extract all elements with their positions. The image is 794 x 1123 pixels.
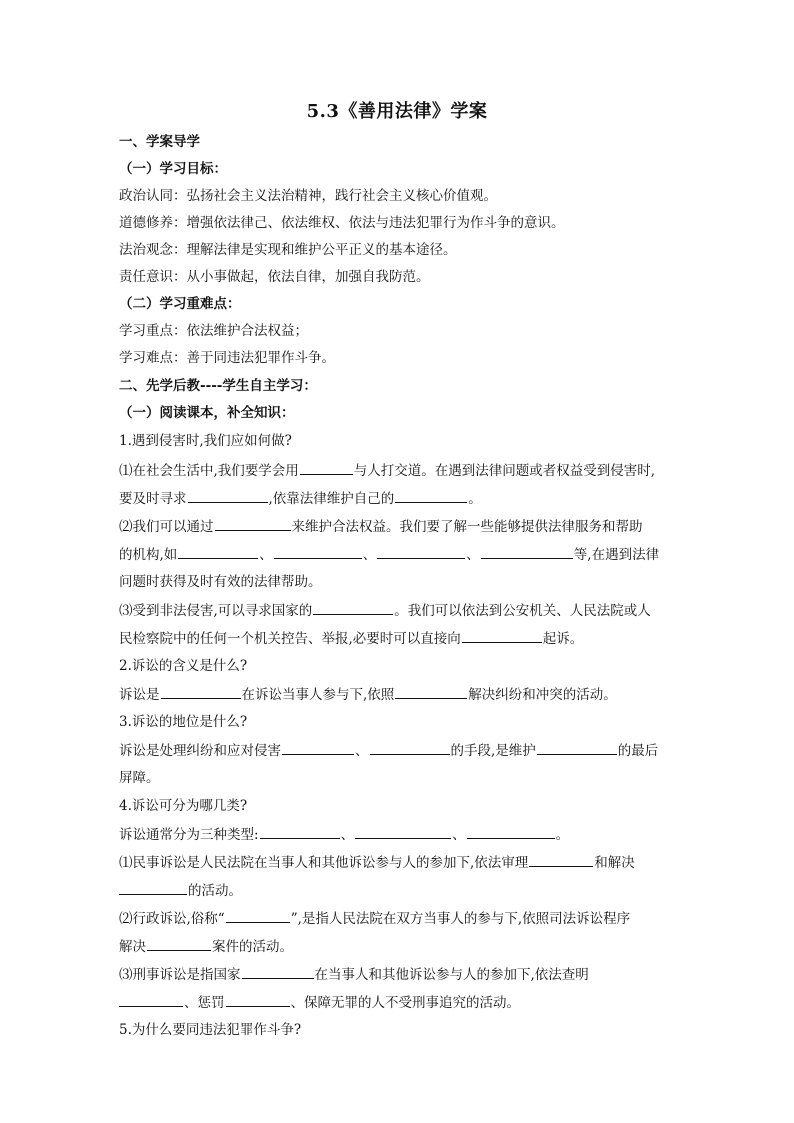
subheading-goals: （一）学习目标：	[119, 161, 227, 177]
section-heading-selfstudy: 二、先学后教----学生自主学习：	[119, 378, 317, 394]
fill-blank[interactable]	[119, 993, 183, 1007]
fill-blank[interactable]	[188, 489, 268, 503]
goal-responsibility: 责任意识：从小事做起，依法自律，加强自我防范。	[119, 269, 430, 285]
question-3-line-a: 诉讼是处理纠纷和应对侵害 、 的手段,是维护 的最后	[119, 743, 659, 759]
question-3: 3.诉讼的地位是什么?	[119, 714, 248, 730]
question-1: 1.遇到侵害时,我们应如何做?	[119, 433, 292, 449]
fill-blank[interactable]	[226, 909, 290, 923]
fill-blank[interactable]	[147, 937, 211, 951]
question-2: 2.诉讼的含义是什么?	[119, 658, 248, 674]
fill-blank[interactable]	[313, 601, 393, 615]
question-4-line-b: ⑴民事诉讼是人民法院在当事人和其他诉讼参与人的参加下,依法审理 和解决	[119, 855, 635, 871]
question-3-line-b: 屏障。	[119, 770, 160, 786]
question-4: 4.诉讼可分为哪几类?	[119, 798, 248, 814]
goal-law: 法治观念：理解法律是实现和维护公平正义的基本途径。	[119, 242, 457, 258]
question-1-line-e: 问题时获得及时有效的法律帮助。	[119, 574, 322, 590]
fill-blank[interactable]	[226, 993, 290, 1007]
fill-blank[interactable]	[119, 881, 187, 895]
question-4-line-e: 解决 案件的活动。	[119, 939, 293, 955]
page-title: 5.3《善用法律》学案	[306, 101, 488, 122]
goal-political: 政治认同：弘扬社会主义法治精神，践行社会主义核心价值观。	[119, 188, 497, 204]
key-point: 学习重点：依法维护合法权益；	[119, 323, 308, 339]
fill-blank[interactable]	[467, 825, 555, 839]
fill-blank[interactable]	[529, 853, 593, 867]
fill-blank[interactable]	[395, 489, 467, 503]
question-4-line-c: 的活动。	[119, 881, 242, 900]
fill-blank[interactable]	[242, 965, 314, 979]
question-1-line-g: 民检察院中的任何一个机关控告、举报,必要时可以直接向 起诉。	[119, 631, 584, 647]
fill-blank[interactable]	[178, 545, 258, 559]
subheading-reading: （一）阅读课本，补全知识：	[119, 405, 295, 421]
fill-blank[interactable]	[282, 741, 354, 755]
fill-blank[interactable]	[370, 741, 450, 755]
section-heading-guide: 一、学案导学	[119, 134, 200, 150]
fill-blank[interactable]	[300, 461, 353, 475]
fill-blank[interactable]	[215, 517, 291, 531]
question-1-line-b: 要及时寻求 ,依靠法律维护自己的 。	[119, 491, 482, 507]
fill-blank[interactable]	[161, 685, 241, 699]
question-1-line-d: 的机构,如 、 、 、 等,在遇到法律	[119, 547, 660, 563]
question-5: 5.为什么要同违法犯罪作斗争?	[119, 1022, 302, 1038]
question-1-line-a: ⑴在社会生活中,我们要学会用 与人打交道。在遇到法律问题或者权益受到侵害时,	[119, 463, 656, 479]
fill-blank[interactable]	[274, 545, 362, 559]
fill-blank[interactable]	[537, 741, 617, 755]
fill-blank[interactable]	[260, 825, 340, 839]
fill-blank[interactable]	[462, 629, 542, 643]
question-4-line-f: ⑶刑事诉讼是指国家 在当事人和其他诉讼参与人的参加下,依法查明	[119, 967, 589, 983]
question-1-line-c: ⑵我们可以通过 来维护合法权益。我们要了解一些能够提供法律服务和帮助	[119, 519, 643, 535]
fill-blank[interactable]	[481, 545, 573, 559]
question-4-line-d: ⑵行政诉讼,俗称“ ”,是指人民法院在双方当事人的参与下,依照司法诉讼程序	[119, 911, 631, 927]
fill-blank[interactable]	[377, 545, 465, 559]
goal-moral: 道德修养：增强依法律己、依法维权、依法与违法犯罪行为作斗争的意识。	[119, 215, 565, 231]
fill-blank[interactable]	[395, 685, 467, 699]
fill-blank[interactable]	[355, 825, 451, 839]
subheading-keypoints: （二）学习重难点：	[119, 296, 241, 312]
question-4-line-g: 、惩罚 、保障无罪的人不受刑事追究的活动。	[119, 993, 520, 1012]
difficult-point: 学习难点：善于同违法犯罪作斗争。	[119, 350, 335, 366]
question-4-line-a: 诉讼通常分为三种类型: 、 、 。	[119, 827, 570, 843]
question-1-line-f: ⑶受到非法侵害,可以寻求国家的 。我们可以依法到公安机关、人民法院或人	[119, 603, 651, 619]
question-2-line-a: 诉讼是 在诉讼当事人参与下,依照 解决纠纷和冲突的活动。	[119, 687, 617, 703]
